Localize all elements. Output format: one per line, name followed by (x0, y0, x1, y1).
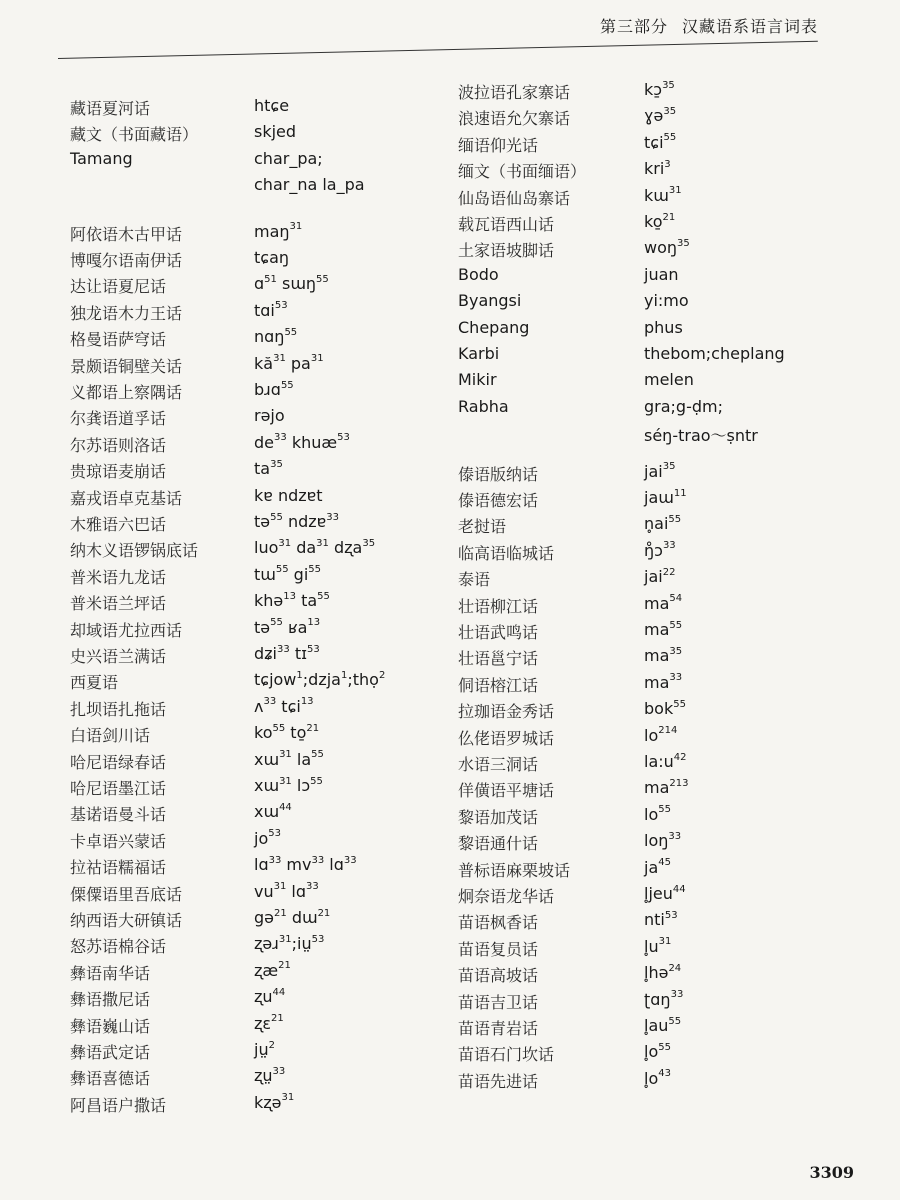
language-name: 壮语邕宁话 (458, 649, 539, 669)
language-name: 彝语武定话 (70, 1043, 151, 1062)
word-form: lɑ$^{33}$ $mv^{33}$ lɑ$^{33}$ (254, 854, 357, 875)
language-name: 纳西语大研镇话 (70, 911, 183, 930)
word-form: $lo^{214}$ (644, 725, 678, 745)
language-name: 彝语巍山话 (70, 1016, 151, 1036)
language-name: 西夏语 (70, 673, 119, 693)
language-name: 苗语高坡话 (458, 966, 539, 986)
word-form: skjed (254, 122, 297, 142)
language-name: 阿昌语户撒话 (70, 1095, 167, 1115)
header-rule (58, 41, 818, 59)
language-name: 基诺语曼斗话 (70, 805, 167, 825)
word-form: jai$^{35}$ (644, 461, 676, 481)
word-form: dʑi$^{33}$ tɪ$^{53}$ (254, 643, 320, 663)
word-form: ʐəɹ$^{31}$;iṳ$^{53}$ (254, 934, 325, 954)
word-form: luo$^{31}$ $da^{31}$ dʐa$^{35}$ (254, 538, 376, 558)
language-name: 苗语先进话 (458, 1071, 539, 1091)
word-form: ʐæ$^{21}$ (254, 960, 291, 980)
word-form: $n̥ai^{55}$ (644, 514, 682, 534)
language-name: 独龙语木力王话 (70, 303, 183, 323)
language-name: 普标语麻栗坡话 (458, 860, 571, 880)
word-form: ɣə$^{35}$ (644, 106, 677, 126)
word-form: nti$^{53}$ (644, 910, 678, 930)
language-name: 黎语加茂话 (458, 807, 539, 827)
language-name: 阿依语木古甲话 (70, 224, 183, 244)
language-name: 彝语南华话 (70, 963, 151, 983)
word-form: xɯ$^{44}$ (254, 802, 292, 822)
word-form: char_pa; (254, 148, 323, 168)
language-name: 扎坝语扎拖话 (70, 699, 167, 719)
language-name: Mikir (458, 370, 497, 390)
language-name: 土家语坡脚话 (458, 241, 555, 261)
word-form: $ko^{55}$ to̱$^{21}$ (254, 722, 320, 743)
word-form: tə$^{55}$ ʁa$^{13}$ (254, 617, 321, 637)
language-name: 尔龚语道孚话 (70, 409, 167, 429)
word-form: maŋ$^{31}$ (254, 221, 303, 241)
language-name: 傈僳语里吾底话 (70, 884, 183, 904)
language-name: 老挝语 (458, 517, 507, 537)
language-name: 史兴语兰满话 (70, 647, 167, 666)
language-name: 格曼语萨穹话 (70, 330, 167, 350)
language-name: Bodo (458, 264, 499, 284)
language-name: 苗语石门坎话 (458, 1045, 555, 1065)
language-name: 藏文（书面藏语） (70, 125, 199, 145)
word-form: kɐ ndzɐt (254, 485, 323, 505)
word-form: $lo^{55}$ (644, 804, 671, 824)
word-form: $ja^{45}$ (644, 857, 671, 877)
word-form: kʐə$^{31}$ (254, 1092, 295, 1112)
word-form: $kă^{31}$ $pa^{31}$ (254, 353, 324, 373)
word-form: $l̥u^{31}$ (644, 936, 672, 956)
word-form: htɕe (254, 96, 290, 115)
language-name: 壮语武鸣话 (458, 623, 539, 642)
word-form: kɯ$^{31}$ (644, 185, 682, 205)
language-name: 苗语复员话 (458, 939, 539, 959)
word-form: tɕjow$^1$;dzja$^1$;thọ$^2$ (254, 670, 386, 690)
language-name: 佯僙语平塘话 (458, 781, 555, 801)
word-form: $ma^{55}$ (644, 619, 683, 639)
language-name: 拉祜语糯福话 (70, 858, 167, 878)
word-form: jaɯ$^{11}$ (644, 487, 687, 507)
word-form: ʐɛ$^{21}$ (254, 1013, 284, 1033)
language-name: 白语剑川话 (70, 726, 151, 746)
language-name: 景颇语铜壁关话 (70, 356, 183, 376)
word-form: bok$^{55}$ (644, 698, 686, 719)
language-name: 彝语撒尼话 (70, 990, 151, 1010)
language-name: 哈尼语绿春话 (70, 752, 167, 772)
word-form: tɕaŋ (254, 248, 290, 267)
language-name: 载瓦语西山话 (458, 215, 555, 234)
word-form: xɯ$^{31}$ $la^{55}$ (254, 749, 324, 769)
language-name: Tamang (70, 148, 133, 168)
language-name: 卡卓语兴蒙话 (70, 831, 167, 851)
word-form: khə$^{13}$ $ta^{55}$ (254, 590, 330, 611)
word-form: $l̥o^{43}$ (644, 1068, 671, 1088)
word-form: yi:mo (644, 291, 689, 311)
word-form: l̥jeu$^{44}$ (644, 883, 686, 903)
language-name: 普米语兰坪话 (70, 594, 167, 614)
word-form: ko̱$^{21}$ (644, 211, 676, 231)
word-form: tə$^{55}$ ndzɐ$^{33}$ (254, 511, 339, 531)
language-name: 侗语榕江话 (458, 675, 539, 695)
word-form: woŋ$^{35}$ (644, 238, 690, 258)
language-name: 博嘎尔语南伊话 (70, 251, 183, 270)
language-name: Chepang (458, 317, 530, 337)
language-name: 藏语夏河话 (70, 99, 151, 118)
language-name: Byangsi (458, 291, 522, 311)
word-form: kɔ̱$^{35}$ (644, 79, 675, 99)
word-form: tɕi$^{55}$ (644, 132, 677, 152)
word-form: séŋ-trao～ṣntr (644, 426, 758, 446)
language-name: 拉珈语金秀话 (458, 702, 555, 722)
word-form: $de^{33}$ khuæ$^{53}$ (254, 432, 350, 452)
language-name: 浪速语允欠寨话 (458, 109, 571, 129)
language-name: 临高语临城话 (458, 543, 555, 563)
language-name: 苗语吉卫话 (458, 992, 539, 1012)
word-form: ʈɑŋ$^{33}$ (644, 989, 684, 1009)
word-form: ɑ$^{51}$ sɯŋ$^{55}$ (254, 274, 329, 294)
word-form: phus (644, 317, 683, 337)
word-form: $ma^{213}$ (644, 778, 689, 798)
language-name: Rabha (458, 396, 509, 416)
language-name: 黎语通什话 (458, 834, 539, 854)
language-name: 缅文（书面缅语） (458, 162, 587, 182)
word-form: $vu^{31}$ lɑ$^{33}$ (254, 881, 319, 901)
word-form: ʐu$^{44}$ (254, 986, 286, 1007)
word-form: bɹɑ$^{55}$ (254, 379, 294, 399)
language-name: 纳木义语锣锅底话 (70, 541, 199, 561)
language-name: 缅语仰光话 (458, 135, 539, 155)
language-name: 达让语夏尼话 (70, 277, 167, 297)
word-form: kri$^3$ (644, 158, 671, 179)
language-name: 怒苏语棉谷话 (70, 937, 167, 957)
language-name: 义都语上察隅话 (70, 383, 183, 402)
word-form: xɯ$^{31}$ lɔ$^{55}$ (254, 775, 323, 795)
language-name: 傣语德宏话 (458, 491, 539, 510)
language-name: 水语三洞话 (458, 755, 539, 774)
word-form: tɑi$^{53}$ (254, 300, 288, 320)
language-name: 却域语尤拉西话 (70, 620, 183, 640)
word-form: $ma^{54}$ (644, 593, 683, 613)
word-form: gra;g-ḍm; (644, 396, 723, 416)
language-name: Karbi (458, 344, 500, 363)
word-form: nɑŋ$^{55}$ (254, 326, 298, 347)
language-name: 仙岛语仙岛寨话 (458, 188, 571, 208)
language-name: 波拉语孔家寨话 (458, 83, 571, 102)
language-name: 木雅语六巴话 (70, 515, 167, 534)
language-name: 炯奈语龙华话 (458, 887, 555, 906)
header-section: 第三部分 (600, 17, 669, 36)
word-form: ʐṳ$^{33}$ (254, 1066, 286, 1086)
word-form: $jo^{53}$ (254, 828, 281, 848)
language-name: 彝语喜德话 (70, 1069, 151, 1089)
language-name: 傣语版纳话 (458, 464, 539, 484)
word-form: thebom;cheplang (644, 344, 785, 363)
language-name: 泰语 (458, 570, 491, 590)
language-name: 普米语九龙话 (70, 567, 167, 587)
word-form: gə$^{21}$ dɯ$^{21}$ (254, 907, 331, 927)
word-form: char_na la_pa (254, 175, 365, 195)
word-form: jai$^{22}$ (644, 566, 676, 587)
word-form: $ma^{35}$ (644, 646, 683, 666)
word-form: rəjo (254, 406, 285, 426)
word-form: $l̥o^{55}$ (644, 1042, 671, 1062)
page-number: 3309 (809, 1163, 854, 1182)
word-form: tɯ$^{55}$ $gi^{55}$ (254, 564, 322, 584)
language-name: 仫佬语罗城话 (458, 728, 555, 748)
word-form: $ma^{33}$ (644, 672, 683, 692)
word-form: $la:u^{42}$ (644, 751, 687, 771)
word-form: $l̥au^{55}$ (644, 1015, 682, 1035)
word-form: ʌ$^{33}$ tɕi$^{13}$ (254, 696, 314, 716)
word-form: jṳ$^2$ (254, 1039, 275, 1059)
language-name: 贵琼语麦崩话 (70, 462, 167, 482)
running-header (600, 14, 860, 37)
word-form: ŋ̊ɔ$^{33}$ (644, 540, 676, 560)
word-form: juan (644, 264, 679, 284)
language-name: 尔苏语则洛话 (70, 435, 167, 455)
language-name: 苗语枫香话 (458, 913, 539, 933)
language-name: 嘉戎语卓克基话 (70, 488, 183, 508)
word-form: loŋ$^{33}$ (644, 830, 682, 851)
word-form: melen (644, 370, 694, 390)
language-name: 哈尼语墨江话 (70, 779, 167, 798)
language-name: 苗语青岩话 (458, 1019, 539, 1038)
word-form: $ta^{35}$ (254, 458, 283, 479)
language-name: 壮语柳江话 (458, 596, 539, 616)
word-form: l̥hə$^{24}$ (644, 962, 682, 983)
header-title: 汉藏语系语言词表 (682, 17, 819, 36)
